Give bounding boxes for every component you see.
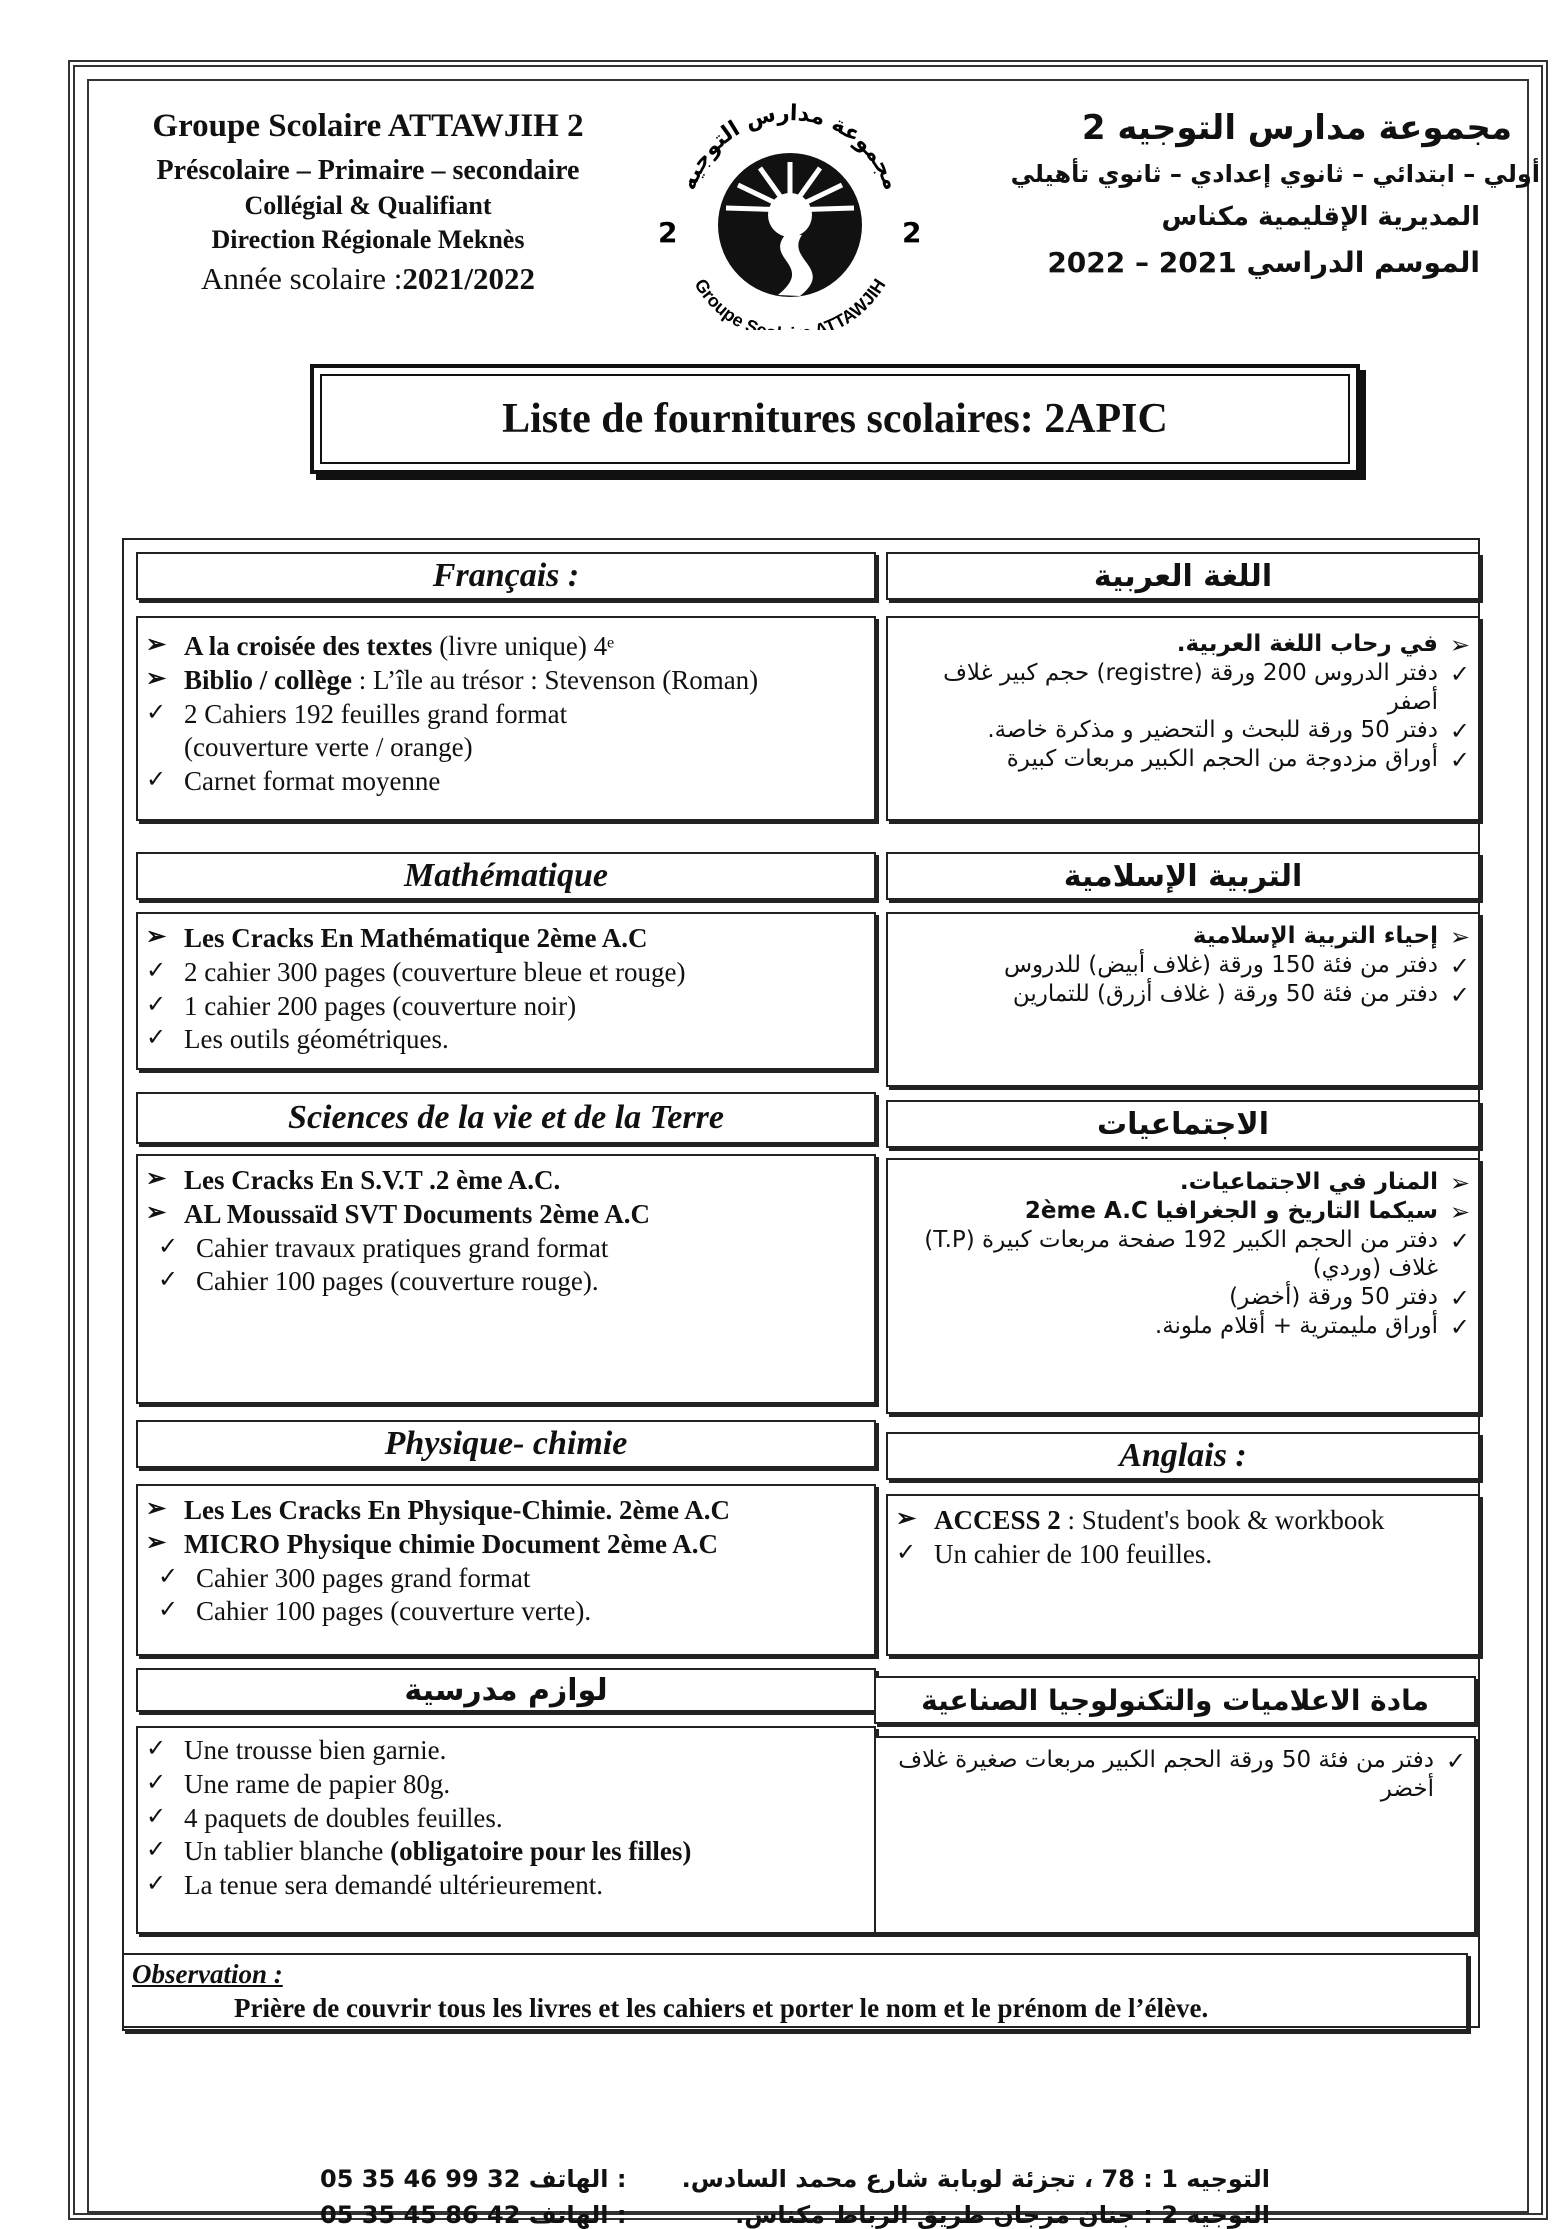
checkmark-icon: ✓ <box>158 1563 179 1590</box>
islamique-item-text: إحياء التربية الإسلامية <box>1192 923 1438 949</box>
arabe-item-text: في رحاب اللغة العربية. <box>1176 631 1438 657</box>
informatique-item <box>876 1746 1474 1804</box>
fournitures-item <box>138 1835 874 1869</box>
checkmark-icon: ✓ <box>146 767 167 793</box>
islamique-header <box>886 852 1480 900</box>
svt-item-text: Cahier 100 pages (couverture rouge). <box>196 1266 599 1297</box>
arabe-item-text: دفتر الدروس 200 ورقة (registre) حجم كبير غلاف أصفر <box>943 659 1438 715</box>
francais-section <box>136 616 876 821</box>
svt-item <box>138 1232 874 1266</box>
logo-arabic-text: مجموعة مدارس التوجيه <box>676 100 904 194</box>
fournitures-list <box>138 1734 874 1903</box>
math-item <box>138 1023 874 1057</box>
school-year-ar-value: 2021 – 2022 <box>1047 246 1237 279</box>
observation-box <box>122 1953 1468 2031</box>
footer-address-2: التوجيه 2 : جنان مرجان طريق الرباط مكناس. <box>735 2201 1270 2229</box>
math-item-text: 2 cahier 300 pages (couverture bleue et rouge) <box>184 956 686 987</box>
direction-ar: المديرية الإقليمية مكناس <box>1161 202 1480 232</box>
arabe-header <box>886 552 1480 600</box>
school-cycles-fr: Collégial & Qualifiant <box>244 191 492 220</box>
checkmark-icon: ✓ <box>146 1803 167 1830</box>
checkmark-icon: ✓ <box>1449 951 1470 980</box>
social-list <box>888 1168 1478 1341</box>
physique-section <box>136 1484 876 1656</box>
islamique-item <box>888 980 1478 1009</box>
logo-latin-text: Groupe S ATTAWJIH <box>690 275 890 330</box>
school-year-ar <box>980 246 1480 279</box>
footer-phone-1: 05 35 46 99 32 الهاتف : <box>320 2165 627 2193</box>
social-item-text: دفتر 50 ورقة (أخضر) <box>1229 1284 1438 1310</box>
svt-item-text: AL Moussaïd SVT Documents 2ème A.C <box>184 1198 651 1229</box>
francais-item-text: (couverture verte / orange) <box>184 732 473 763</box>
arabe-item-text: دفتر 50 ورقة للبحث و التحضير و مذكرة خاصة. <box>987 717 1438 744</box>
social-item-text: المنار في الاجتماعيات. <box>1179 1169 1438 1195</box>
francais-list <box>138 630 874 799</box>
fournitures-item-extra: (obligatoire pour les filles) <box>390 1836 692 1867</box>
footer-contacts <box>320 2165 1270 2229</box>
page-title: Liste de fournitures scolaires: 2APIC <box>502 396 1168 442</box>
checkmark-icon: ✓ <box>158 1267 179 1294</box>
svt-section <box>136 1154 876 1404</box>
checkmark-icon: ✓ <box>1449 1284 1470 1312</box>
math-section <box>136 912 876 1070</box>
arabe-item-text: أوراق مزدوجة من الحجم الكبير مربعات كبيرة <box>1006 746 1438 772</box>
islamique-item <box>888 922 1478 951</box>
svt-title: Sciences de la vie et de la Terre <box>288 1099 724 1136</box>
social-title: الاجتماعيات <box>1096 1106 1270 1142</box>
informatique-section <box>874 1736 1476 1934</box>
checkmark-icon: ✓ <box>158 1233 179 1260</box>
anglais-section <box>886 1494 1480 1656</box>
physique-item-text: MICRO Physique chimie Document 2ème A.C <box>184 1528 718 1559</box>
physique-item <box>138 1494 874 1528</box>
fournitures-item <box>138 1869 874 1903</box>
anglais-title: Anglais : <box>1119 1437 1247 1474</box>
book-arrow-icon: ➢ <box>896 1506 917 1532</box>
footer-phone-2: 05 35 45 86 42 الهاتف : <box>320 2201 627 2229</box>
book-arrow-icon: ➢ <box>146 632 167 658</box>
book-arrow-icon: ➢ <box>146 1199 167 1226</box>
fournitures-header <box>136 1668 876 1712</box>
checkmark-icon: ✓ <box>146 1025 167 1052</box>
arabe-item <box>888 716 1478 745</box>
arabe-item <box>888 745 1478 774</box>
fournitures-item <box>138 1734 874 1768</box>
physique-item <box>138 1562 874 1596</box>
arabe-title: اللغة العربية <box>1093 558 1273 594</box>
fournitures-item-text: 4 paquets de doubles feuilles. <box>184 1802 503 1833</box>
book-arrow-icon: ➢ <box>1449 631 1470 659</box>
social-item <box>888 1283 1478 1312</box>
fournitures-title: لوازم مدرسية <box>404 1672 608 1708</box>
arabe-section <box>886 616 1480 821</box>
footer-row-2 <box>320 2201 1270 2229</box>
math-item-text: Les Cracks En Mathématique 2ème A.C <box>184 923 648 953</box>
islamique-item-text: دفتر من فئة 50 ورقة ( غلاف أزرق) للتمارين <box>1012 980 1438 1007</box>
math-list <box>138 922 874 1057</box>
checkmark-icon: ✓ <box>1449 746 1470 774</box>
checkmark-icon: ✓ <box>1449 1226 1470 1255</box>
svt-list <box>138 1164 874 1299</box>
social-header <box>886 1100 1480 1148</box>
checkmark-icon: ✓ <box>1449 659 1470 688</box>
arabe-item <box>888 630 1478 659</box>
anglais-header <box>886 1432 1480 1480</box>
checkmark-icon: ✓ <box>146 1769 167 1796</box>
social-item <box>888 1312 1478 1341</box>
fournitures-item-text: Un tablier blanche <box>184 1836 391 1867</box>
svt-item-text: Les Cracks En S.V.T .2 ème A.C. <box>184 1165 561 1195</box>
fournitures-item <box>138 1802 874 1836</box>
checkmark-icon: ✓ <box>146 991 167 1018</box>
book-arrow-icon: ➢ <box>146 1166 167 1192</box>
book-arrow-icon: ➢ <box>146 1496 167 1522</box>
francais-item-text: Biblio / collège <box>184 664 352 695</box>
physique-item <box>138 1595 874 1629</box>
logo-number-right: 2 <box>902 216 922 249</box>
physique-header <box>136 1420 876 1468</box>
book-arrow-icon: ➢ <box>146 665 167 692</box>
checkmark-icon: ✓ <box>146 1736 167 1762</box>
math-item <box>138 922 874 956</box>
observation-text: Prière de couvrir tous les livres et les cahiers et porter le nom et le prénom de l’élève. <box>234 1993 1209 2023</box>
checkmark-icon: ✓ <box>896 1539 917 1566</box>
francais-item <box>138 698 874 732</box>
footer-address-1: التوجيه 1 : 78 ، تجزئة لوبابة شارع محمد السادس. <box>681 2165 1270 2193</box>
islamique-item <box>888 951 1478 980</box>
logo-number-left: 2 <box>658 216 678 249</box>
islamique-section <box>886 912 1480 1087</box>
anglais-item-extra: : Student's book & workbook <box>1060 1505 1385 1535</box>
checkmark-icon: ✓ <box>1449 980 1470 1009</box>
school-year-ar-label: الموسم الدراسي <box>1246 246 1480 279</box>
checkmark-icon: ✓ <box>1449 717 1470 746</box>
social-item-text: سيكما التاريخ و الجغرافيا 2ème A.C <box>1024 1197 1438 1224</box>
header-left <box>108 108 628 297</box>
anglais-item <box>888 1504 1478 1538</box>
social-item <box>888 1197 1478 1226</box>
school-year-label: Année scolaire : <box>200 261 403 296</box>
school-name-fr: Groupe Scolaire ATTAWJIH 2 <box>152 108 584 144</box>
book-arrow-icon: ➢ <box>1449 923 1470 951</box>
fournitures-item-text: Une trousse bien garnie. <box>184 1735 447 1765</box>
svt-item <box>138 1265 874 1299</box>
title-box <box>310 364 1360 474</box>
checkmark-icon: ✓ <box>158 1597 179 1624</box>
islamique-title: التربية الإسلامية <box>1063 858 1303 894</box>
svt-item-text: Cahier travaux pratiques grand format <box>196 1232 609 1263</box>
math-item-text: Les outils géométriques. <box>184 1024 449 1055</box>
physique-item-text: Les Les Cracks En Physique-Chimie. 2ème A.C <box>184 1495 730 1525</box>
book-arrow-icon: ➢ <box>146 924 167 950</box>
math-item <box>138 956 874 990</box>
math-item <box>138 990 874 1024</box>
school-year-value: 2021/2022 <box>402 261 536 296</box>
francais-item <box>138 630 874 664</box>
book-arrow-icon: ➢ <box>1449 1169 1470 1197</box>
social-item-text: دفتر من الحجم الكبير 192 صفحة مربعات كبيرة (T.P) غلاف (وردي) <box>924 1226 1438 1282</box>
footer-row-1 <box>320 2165 1270 2193</box>
francais-item <box>138 765 874 799</box>
direction-fr: Direction Régionale Meknès <box>211 225 525 254</box>
francais-header <box>136 552 876 600</box>
math-header <box>136 852 876 900</box>
informatique-title: مادة الاعلاميات والتكنولوجيا الصناعية <box>921 1683 1429 1717</box>
school-name-ar: مجموعة مدارس التوجيه 2 <box>1081 108 1512 148</box>
francais-title: Français : <box>432 557 580 594</box>
informatique-item-text: دفتر من فئة 50 ورقة الحجم الكبير مربعات صغيرة غلاف أخضر <box>898 1747 1434 1802</box>
math-title: Mathématique <box>403 857 609 894</box>
checkmark-icon: ✓ <box>146 1871 167 1897</box>
arabe-item <box>888 659 1478 717</box>
francais-item-text: Carnet format moyenne <box>184 766 441 796</box>
islamique-item-text: دفتر من فئة 150 ورقة (غلاف أبيض) للدروس <box>1003 951 1438 978</box>
francais-item <box>138 731 874 765</box>
francais-item-text: A la croisée des textes <box>184 631 433 661</box>
fournitures-item <box>138 1768 874 1802</box>
checkmark-icon: ✓ <box>1445 1747 1466 1775</box>
checkmark-icon: ✓ <box>1449 1312 1470 1341</box>
checkmark-icon: ✓ <box>146 957 167 984</box>
book-arrow-icon: ➢ <box>1449 1197 1470 1226</box>
svt-header <box>136 1092 876 1144</box>
fournitures-item-text: La tenue sera demandé ultérieurement. <box>184 1870 604 1900</box>
anglais-item <box>888 1538 1478 1572</box>
informatique-header <box>874 1676 1476 1724</box>
anglais-list <box>888 1504 1478 1572</box>
social-item <box>888 1168 1478 1197</box>
francais-item <box>138 664 874 698</box>
francais-item-extra: (livre unique) 4ᵉ <box>432 631 615 661</box>
book-arrow-icon: ➢ <box>146 1529 167 1556</box>
fournitures-section <box>136 1726 876 1934</box>
arabe-list <box>888 630 1478 774</box>
anglais-item-text: Un cahier de 100 feuilles. <box>934 1538 1213 1569</box>
school-logo <box>650 100 930 330</box>
checkmark-icon: ✓ <box>146 699 167 726</box>
math-item-text: 1 cahier 200 pages (couverture noir) <box>184 990 577 1021</box>
physique-list <box>138 1494 874 1629</box>
svt-item <box>138 1164 874 1198</box>
checkmark-icon: ✓ <box>146 1837 167 1864</box>
school-year-fr <box>108 261 628 297</box>
islamique-list <box>888 922 1478 1008</box>
observation-label: Observation : <box>132 1959 283 1989</box>
anglais-item-text: ACCESS 2 <box>934 1505 1061 1535</box>
social-item <box>888 1226 1478 1284</box>
francais-item-extra: : L’île au trésor : Stevenson (Roman) <box>352 664 759 695</box>
school-levels-fr: Préscolaire – Primaire – secondaire <box>156 155 580 186</box>
fournitures-item-text: Une rame de papier 80g. <box>184 1768 451 1799</box>
informatique-list <box>876 1746 1474 1804</box>
social-section <box>886 1158 1480 1414</box>
school-levels-ar: أولي – ابتدائي – ثانوي إعدادي – ثانوي تأهيلي <box>1010 160 1540 188</box>
header-right <box>980 108 1540 279</box>
physique-item <box>138 1528 874 1562</box>
francais-item-text: 2 Cahiers 192 feuilles grand format <box>184 698 568 729</box>
physique-item-text: Cahier 300 pages grand format <box>196 1562 531 1593</box>
social-item-text: أوراق مليمترية + أقلام ملونة. <box>1154 1312 1438 1339</box>
physique-item-text: Cahier 100 pages (couverture verte). <box>196 1596 592 1627</box>
svt-item <box>138 1198 874 1232</box>
physique-title: Physique- chimie <box>384 1425 628 1462</box>
